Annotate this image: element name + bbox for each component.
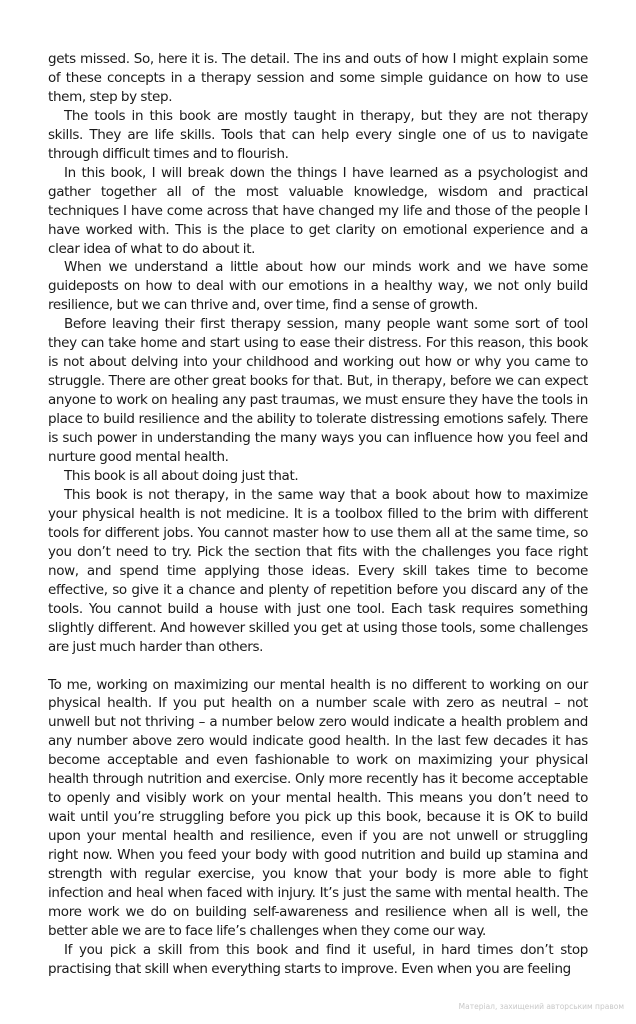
paragraph-2: The tools in this book are mostly taught in therapy, but they are not therapy skills. They are life skills. Tools that can help every single one of us to navigate through difficult times and to flourish. <box>48 107 588 162</box>
paragraph-9: If you pick a skill from this book and find it useful, in hard times don’t stop practising that skill when everything starts to improve. Even when you are feeling <box>48 941 588 977</box>
paragraph-4: When we understand a little about how our minds work and we have some guideposts on how to deal with our emotions in a healthy way, we not only build resilience, but we can thrive and, over time, find a sense of growth. <box>48 259 588 314</box>
paragraph-3: In this book, I will break down the things I have learned as a psychologist and gather together all of the most valuable knowledge, wisdom and practical techniques I have come across that have changed my life and those of the people I have worked with. This is the place to get clarity on emotional experience and a clear idea of what to do about it. <box>48 164 588 257</box>
paragraph-7: This book is not therapy, in the same way that a book about how to maximize your physical health is not medicine. It is a toolbox filled to the brim with different tools for different jobs. You cannot master how to use them all at the same time, so you don’t need to try. Pick the section that fits with the challenges you face right now, and spend time applying those ideas. Every skill takes time to become effective, so give it a chance and plenty of repetition before you discard any of the tools. You cannot build a house with just one tool. Each task requires something slightly different. And however skilled you get at using those tools, some challenges are just much harder than others. <box>48 486 588 655</box>
paragraph-6: This book is all about doing just that. <box>64 467 299 484</box>
book-page <box>48 50 588 979</box>
paragraph-1: gets missed. So, here it is. The detail. The ins and outs of how I might explain some of these concepts in a therapy session and some simple guidance on how to use them, step by step. <box>48 51 588 105</box>
paragraph-5: Before leaving their first therapy session, many people want some sort of tool they can take home and start using to ease their distress. For this reason, this book is not about delving into your childhood and working out how or why you came to struggle. There are other great books for that. But, in therapy, before we can expect anyone to work on healing any past traumas, we must ensure they have the tools in place to build resilience and the ability to tolerate distressing emotions safely. There is such power in understanding the many ways you can influence how you feel and nurture good mental health. <box>48 316 588 466</box>
copyright-watermark: Матеріал, захищений авторським правом <box>458 1002 624 1011</box>
paragraph-8: To me, working on maximizing our mental health is no different to working on our physical health. If you put health on a number scale with zero as neutral – not unwell but not thriving – a number below zero would indicate a health problem and any number above zero would indicate good health. In the last few decades it has become acceptable and even fashionable to work on maximizing your physical health through nutrition and exercise. Only more recently has it become acceptable to openly and visibly work on your mental health. This means you don’t need to wait until you’re struggling before you pick up this book, because it is OK to build upon your mental health and resilience, even if you are not unwell or struggling right now. When you feed your body with good nutrition and build up stamina and strength with regular exercise, you know that your body is more able to fight infection and heal when faced with injury. It’s just the same with mental health. The more work we do on building self-awareness and resilience when all is well, the better able we are to face life’s challenges when they come our way. <box>48 676 588 939</box>
